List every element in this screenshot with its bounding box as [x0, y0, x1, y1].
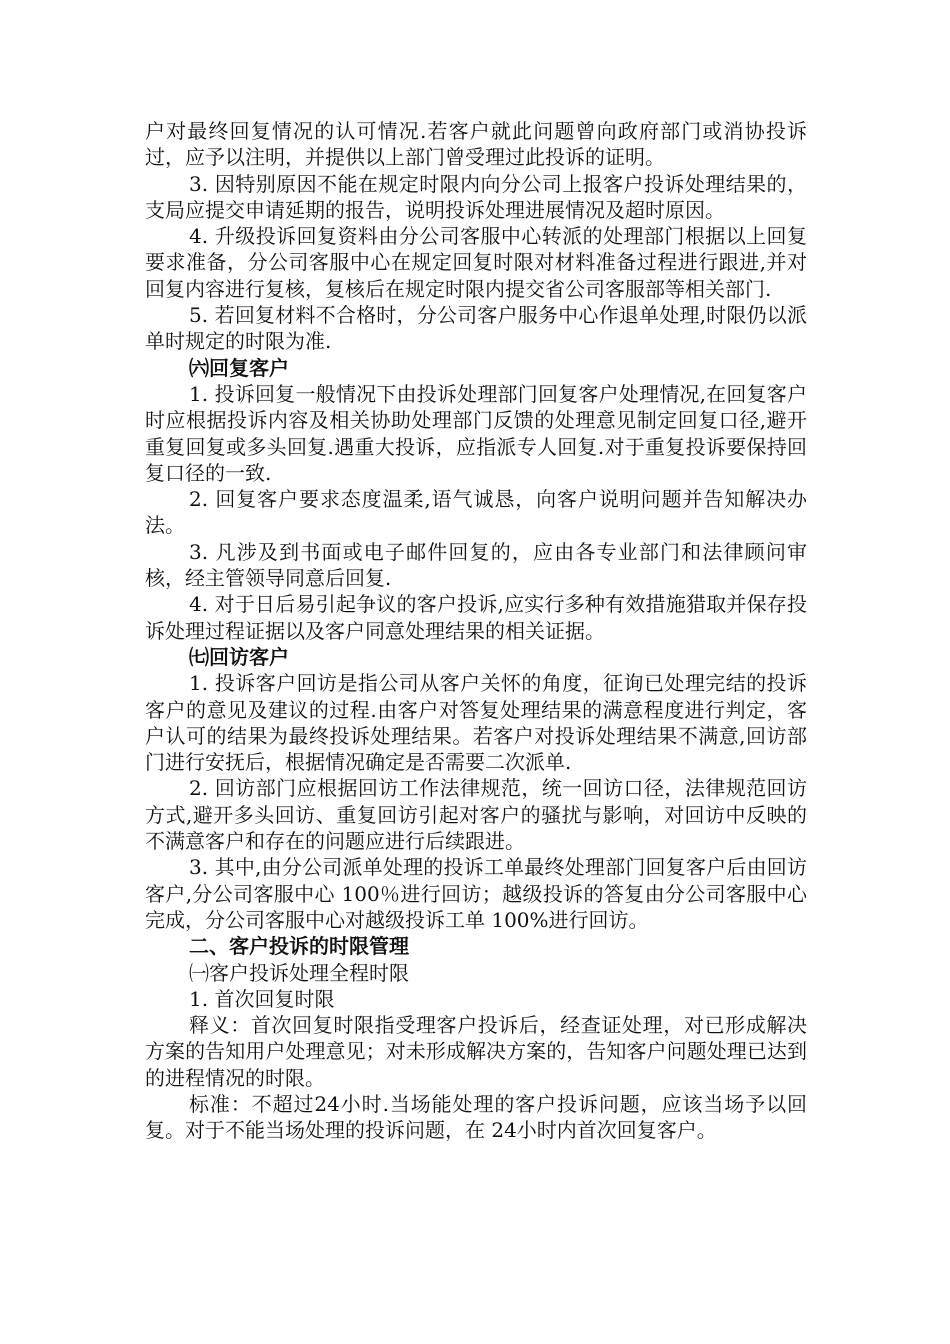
section-heading-time-limit: 二、客户投诉的时限管理: [189, 934, 409, 959]
paragraph-revisit-2: 2. 回访部门应根据回访工作法律规范，统一回访口径，法律规范回访方式,避开多头回访、重复回访引起对客户的骚扰与影响，对回访中反映的不满意客户和存在的问题应进行后续跟进。: [145, 776, 807, 854]
paragraph-continuation: 户对最终回复情况的认可情况.若客户就此问题曾向政府部门或消协投诉过，应予以注明，并提供以上部门曾受理过此投诉的证明。: [145, 119, 807, 170]
paragraph-reply-4: 4. 对于日后易引起争议的客户投诉,应实行多种有效措施猎取并保存投诉处理过程证据以及客户同意处理结果的相关证据。: [145, 592, 807, 643]
paragraph-standard: 标准：不超过24小时.当场能处理的客户投诉问题，应该当场予以回复。对于不能当场处理的投诉问题，在 24小时内首次回复客户。: [145, 1091, 807, 1143]
paragraph-reply-3: 3. 凡涉及到书面或电子邮件回复的，应由各专业部门和法律顾问审核，经主管领导同意后回复.: [145, 539, 807, 591]
subheading-revisit-customer: ㈦回访客户: [189, 644, 289, 669]
paragraph-item-3-extension: 3. 因特别原因不能在规定时限内向分公司上报客户投诉处理结果的，支局应提交申请延期的报告，说明投诉处理进展情况及超时原因。: [145, 171, 807, 222]
subheading-reply-customer: ㈥回复客户: [189, 355, 289, 380]
paragraph-item-5-rejection: 5. 若回复材料不合格时，分公司客户服务中心作退单处理,时限仍以派单时规定的时限为准.: [145, 303, 807, 354]
paragraph-reply-1: 1. 投诉回复一般情况下由投诉处理部门回复客户处理情况,在回复客户时应根据投诉内容及相关协助处理部门反馈的处理意见制定回复口径,避开重复回复或多头回复.遇重大投诉，应指派专人回复.对于重复投诉要保持回复口径的一致.: [145, 381, 807, 485]
paragraph-definition: 释义：首次回复时限指受理客户投诉后，经查证处理，对已形成解决方案的告知用户处理意见；对未形成解决方案的，告知客户问题处理已达到的进程情况的时限。: [145, 1013, 807, 1090]
document-page: [145, 118, 807, 1144]
paragraph-item-4-escalation: 4. 升级投诉回复资料由分公司客服中心转派的处理部门根据以上回复要求准备，分公司客服中心在规定回复时限对材料准备过程进行跟进,并对回复内容进行复核，复核后在规定时限内提交省公司客服部等相关部门.: [145, 224, 807, 301]
paragraph-revisit-1: 1. 投诉客户回访是指公司从客户关怀的角度，征询已处理完结的投诉客户的意见及建议的过程.由客户对答复处理结果的满意程度进行判定，客户认可的结果为最终投诉处理结果。若客户对投诉处理结果不满意,回访部门进行安抚后，根据情况确定是否需要二次派单.: [145, 671, 807, 775]
paragraph-revisit-3: 3. 其中,由分公司派单处理的投诉工单最终处理部门回复客户后由回访客户,分公司客服中心 100％进行回访；越级投诉的答复由分公司客服中心完成，分公司客服中心对越级投诉工单 100%进行回访。: [145, 855, 807, 932]
paragraph-reply-2: 2. 回复客户要求态度温柔,语气诚恳，向客户说明问题并告知解决办法。: [145, 487, 807, 538]
subheading-full-process-limit: ㈠客户投诉处理全程时限: [189, 960, 409, 985]
subheading-first-reply-limit: 1. 首次回复时限: [189, 986, 335, 1011]
